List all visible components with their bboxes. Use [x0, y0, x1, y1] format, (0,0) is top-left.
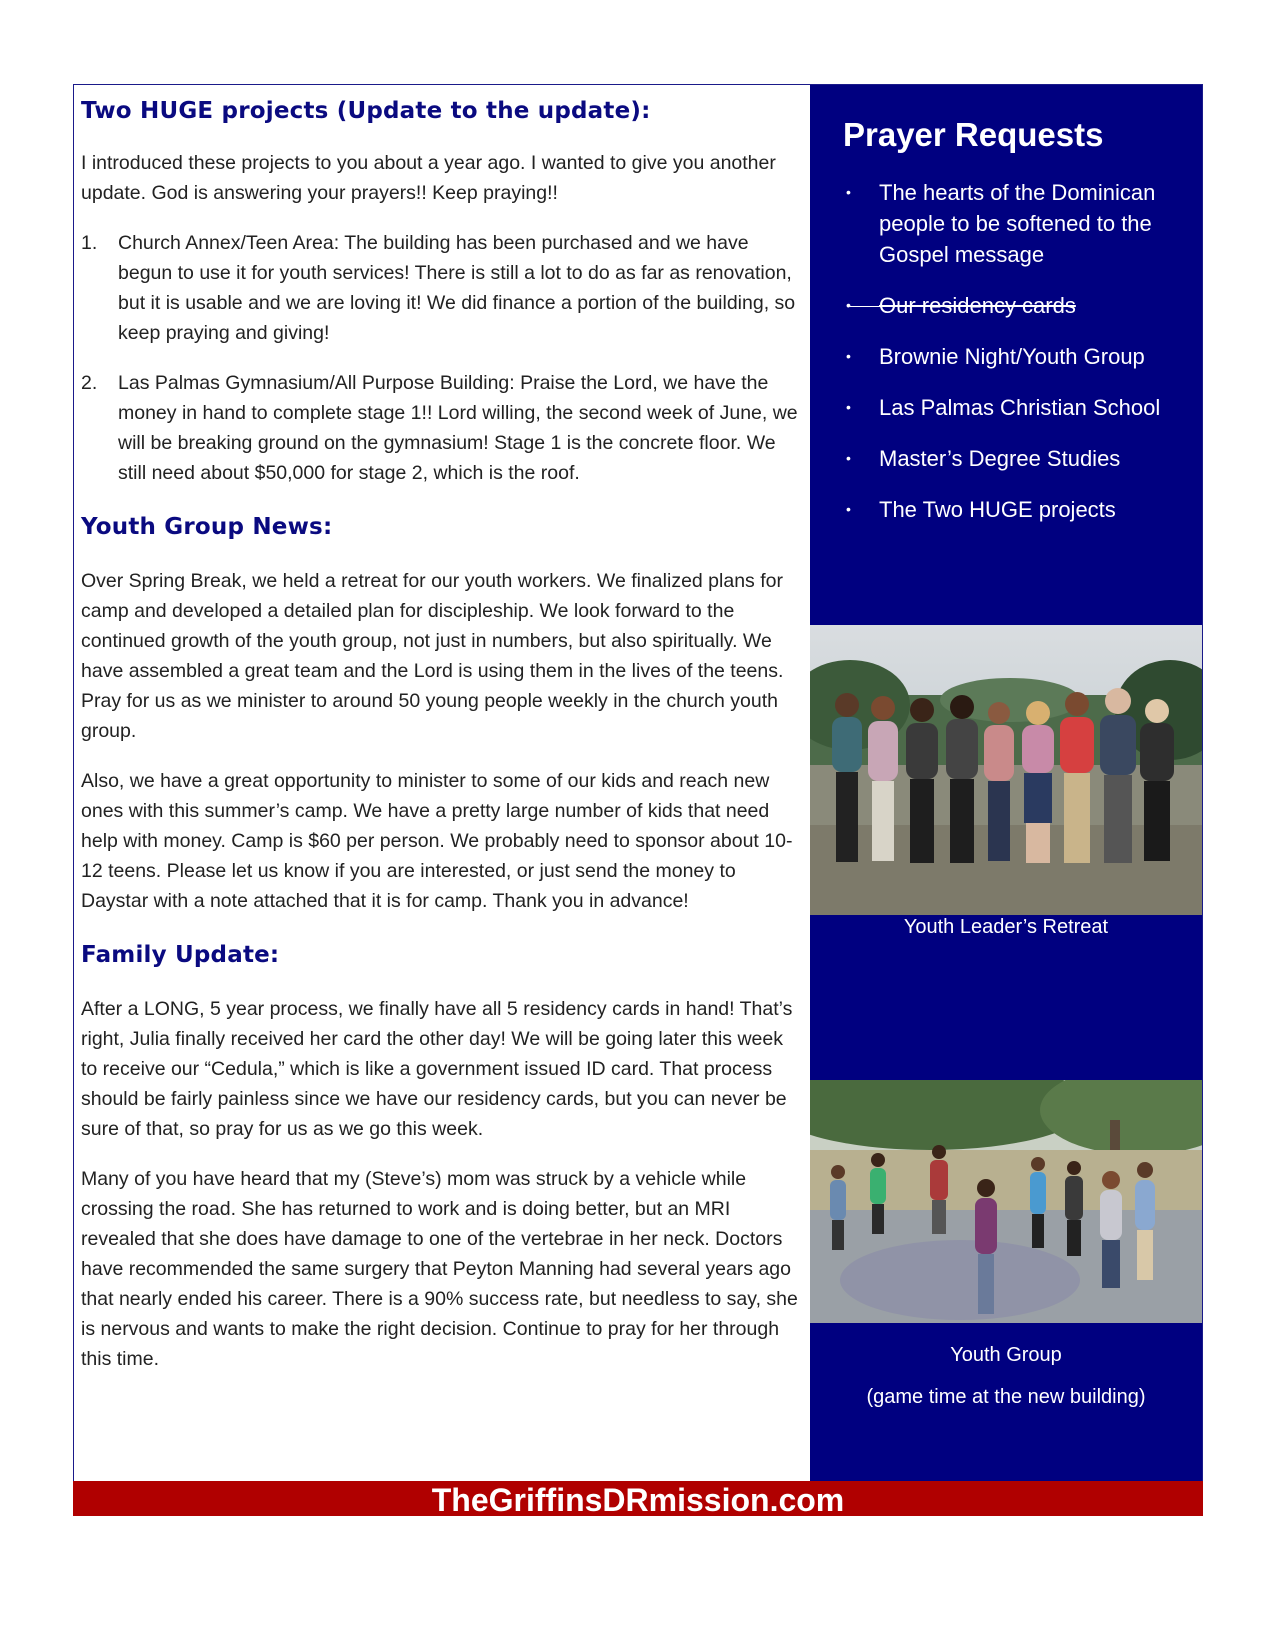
bullet-icon: • [846, 399, 851, 415]
prayer-item: • Master’s Degree Studies [840, 443, 1180, 474]
list-number: 1. [81, 232, 98, 254]
section-heading-projects: Two HUGE projects (Update to the update): [81, 98, 651, 124]
list-item [81, 368, 801, 488]
bullet-icon: • [846, 501, 851, 517]
bullet-icon: • [846, 184, 851, 200]
family-paragraph-1: After a LONG, 5 year process, we finally have all 5 residency cards in hand! That’s right, Julia finally received her card the other day! We will be going later this week to receive our “Cedula,” which is like a government issued ID card. That process should be fairly painless since we have our residency cards, but you can never be sure of that, so pray for us as we go this week. [81, 998, 793, 1140]
family-paragraph-2: Many of you have heard that my (Steve’s) mom was struck by a vehicle while crossing the road. She has returned to work and is doing better, but an MRI revealed that she does have damage to one of the vertebrae in her neck. Doctors have recommended the same surgery that Peyton Manning had several years ago that nearly ended his career. There is a 90% success rate, but needless to say, she is nervous and wants to make the right decision. Continue to pray for her through this time. [81, 1168, 798, 1370]
prayer-requests-title: Prayer Requests [843, 116, 1104, 153]
list-item-text: Church Annex/Teen Area: The building has been purchased and we have begun to use it for youth services! There is still a lot to do as far as renovation, but it is usable and we are loving it! We did finance a portion of the building, so keep praying and giving! [118, 232, 796, 344]
prayer-sidebar [810, 85, 1202, 1481]
youth-group-photo [810, 1080, 1202, 1323]
photo2-caption-line2: (game time at the new building) [866, 1386, 1146, 1408]
prayer-item: • The Two HUGE projects [840, 494, 1180, 525]
youth-leaders-photo [810, 625, 1202, 915]
list-item-text: Las Palmas Gymnasium/All Purpose Building: Praise the Lord, we have the money in hand to complete stage 1!! Lord willing, the second week of June, we will be breaking ground on the gymnasium! Stage 1 is the concrete floor. We still need about $50,000 for stage 2, which is the roof. [118, 372, 798, 484]
website-link[interactable]: TheGriffinsDRmission.com [431, 1482, 845, 1518]
prayer-list [840, 177, 1180, 545]
website-footer [73, 1481, 1203, 1516]
bullet-icon: • [846, 297, 851, 313]
projects-list [81, 228, 801, 488]
main-column [81, 94, 801, 1374]
prayer-item: • The hearts of the Dominican people to be softened to the Gospel message [840, 177, 1180, 270]
section-heading-youth: Youth Group News: [81, 514, 333, 540]
projects-intro: I introduced these projects to you about a year ago. I wanted to give you another update. God is answering your prayers!! Keep praying!! [81, 152, 776, 204]
photo1-caption: Youth Leader’s Retreat [903, 916, 1109, 938]
youth-paragraph-1: Over Spring Break, we held a retreat for our youth workers. We finalized plans for camp and developed a detailed plan for discipleship. We look forward to the continued growth of the youth group, not just in numbers, but also spiritually. We have assembled a great team and the Lord is using them in the lives of the teens. Pray for us as we minister to around 50 young people weekly in the church youth group. [81, 570, 784, 742]
list-item [81, 228, 801, 348]
section-heading-family: Family Update: [81, 942, 280, 968]
prayer-item: • Las Palmas Christian School [840, 392, 1180, 423]
bullet-icon: • [846, 348, 851, 364]
list-number: 2. [81, 372, 98, 394]
photo2-caption-line1: Youth Group [950, 1344, 1062, 1366]
prayer-item-struck: • Our residency cards [840, 290, 1180, 321]
youth-paragraph-2: Also, we have a great opportunity to minister to some of our kids and reach new ones with this summer’s camp. We have a pretty large number of kids that need help with money. Camp is $60 per person. We probably need to sponsor about 10-12 teens. Please let us know if you are interested, or just send the money to Daystar with a note attached that it is for camp. Thank you in advance! [81, 770, 793, 912]
prayer-item: • Brownie Night/Youth Group [840, 341, 1180, 372]
bullet-icon: • [846, 450, 851, 466]
